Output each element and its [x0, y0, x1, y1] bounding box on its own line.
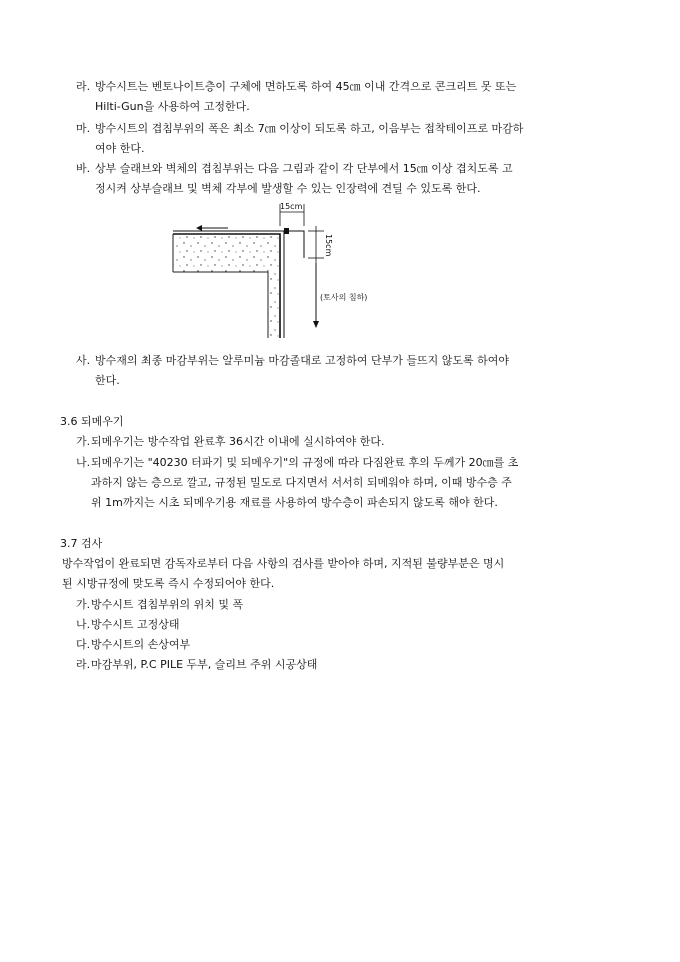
item-text: 방수시트의 손상여부 — [91, 638, 191, 651]
item-marker: 바. — [76, 162, 91, 175]
item-text: 방수시트의 겹침부위의 폭은 최소 7㎝ 이상이 되도록 하고, 이음부는 접착테이프로 마감하 — [95, 122, 524, 135]
item-marker: 라. — [76, 658, 91, 671]
sec37-intro-line2: 된 시방규정에 맞도록 즉시 수정되어야 한다. — [62, 577, 275, 590]
settlement-note: (토사의 침하) — [320, 293, 368, 302]
sec37-item-na — [76, 618, 180, 632]
item-ra-cont: Hilti-Gun을 사용하여 고정한다. — [95, 100, 250, 113]
direction-arrow-head — [196, 225, 202, 231]
item-text: 마감부위, P.C PILE 두부, 슬리브 주위 시공상태 — [91, 658, 318, 671]
settlement-arrow-head — [313, 321, 319, 328]
item-text: 방수재의 최종 마감부위는 알루미늄 마감졸대로 고정하여 단부가 들뜨지 않도록 하여야 — [95, 354, 510, 367]
fixing-point — [284, 228, 289, 234]
sec37-item-ga — [76, 598, 243, 612]
section-3-7-heading: 3.7 검사 — [60, 537, 103, 550]
item-text: 되메우기는 "40230 터파기 및 되메우기"의 규정에 따라 다짐완료 후의 두께가 20㎝를 초 — [91, 456, 519, 469]
item-text: 방수시트 고정상태 — [91, 618, 180, 631]
item-marker: 나. — [76, 618, 91, 631]
sec37-item-ra — [76, 658, 317, 672]
item-marker: 가. — [76, 598, 91, 611]
item-marker: 사. — [76, 354, 91, 367]
item-ma — [76, 122, 523, 136]
sec36-item-na-cont1: 과하지 않는 층으로 깔고, 규정된 밀도로 다지면서 서서히 되메워야 하며, 이때 방수층 주 — [91, 476, 512, 489]
section-3-6-heading: 3.6 되메우기 — [60, 415, 124, 428]
item-ma-cont: 여야 한다. — [95, 142, 145, 155]
concrete-body — [173, 234, 280, 338]
item-text: 방수시트 겹침부위의 위치 및 폭 — [91, 598, 244, 611]
sec37-intro-line1: 방수작업이 완료되면 감독자로부터 다음 사항의 검사를 받아야 하며, 지적된 불량부분은 명시 — [62, 557, 505, 570]
item-ba — [76, 162, 513, 176]
item-marker: 마. — [76, 122, 91, 135]
dim-label-horizontal: 15cm — [280, 202, 303, 211]
item-text: 방수시트는 벤토나이트층이 구체에 면하도록 하여 45㎝ 이내 간격으로 콘크리트 못 또는 — [95, 80, 517, 93]
item-text: 되메우기는 방수작업 완료후 36시간 이내에 실시하여야 한다. — [91, 435, 385, 448]
item-marker: 나. — [76, 456, 91, 469]
item-ra — [76, 80, 516, 94]
sec37-item-da — [76, 638, 190, 652]
dim-label-vertical: 15cm — [324, 234, 333, 257]
sec36-item-ga — [76, 435, 385, 449]
item-marker: 가. — [76, 435, 91, 448]
item-ba-cont: 정시켜 상부슬래브 및 벽체 각부에 발생할 수 있는 인장력에 견딜 수 있도록 한다. — [95, 182, 481, 195]
sec36-item-na — [76, 456, 518, 470]
item-marker: 다. — [76, 638, 91, 651]
overlap-detail-figure — [168, 198, 398, 348]
item-sa-cont: 한다. — [95, 374, 120, 387]
item-marker: 라. — [76, 80, 91, 93]
sec36-item-na-cont2: 위 1m까지는 시초 되메우기용 재료를 사용하여 방수층이 파손되지 않도록 해야 한다. — [91, 496, 498, 509]
item-sa — [76, 354, 509, 368]
sheet-overlap-extension — [284, 231, 304, 258]
item-text: 상부 슬래브와 벽체의 겹침부위는 다음 그림과 같이 각 단부에서 15㎝ 이상 겹치도록 고 — [95, 162, 513, 175]
